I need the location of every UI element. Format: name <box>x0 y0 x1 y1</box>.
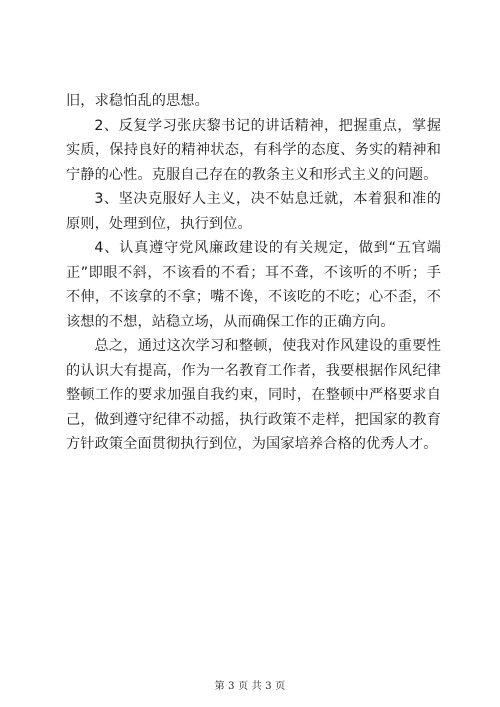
paragraph-5: 总之，通过这次学习和整顿，使我对作风建设的重要性的认识大有提高，作为一名教育工作者，我要根据作风纪律整顿工作的要求加强自我约束，同时，在整顿中严格要求自己，做到遵守纪律不动摇，执行政策不走样，把国家的教育方针政策全面贯彻执行到位，为国家培养合格的优秀人才。 <box>66 338 441 452</box>
paragraph-2: 2、反复学习张庆黎书记的讲话精神，把握重点，掌握实质，保持良好的精神状态，有科学的态度、务实的精神和宁静的心性。克服自己存在的教条主义和形式主义的问题。 <box>66 117 441 183</box>
page-number-footer: 第 3 页 共 3 页 <box>214 681 286 692</box>
paragraph-3: 3、坚决克服好人主义，决不姑息迁就，本着狠和准的原则，处理到位，执行到位。 <box>66 191 441 232</box>
document-body <box>66 89 441 457</box>
paragraph-4: 4、认真遵守党风廉政建设的有关规定，做到“五官端正”即眼不斜，不该看的不看；耳不聋，不该听的不听；手不伸，不该拿的不拿；嘴不谗，不该吃的不吃；心不歪，不该想的不想，站稳立场，从而确保工作的正确方向。 <box>66 240 441 330</box>
paragraph-1: 旧，求稳怕乱的思想。 <box>66 93 209 109</box>
